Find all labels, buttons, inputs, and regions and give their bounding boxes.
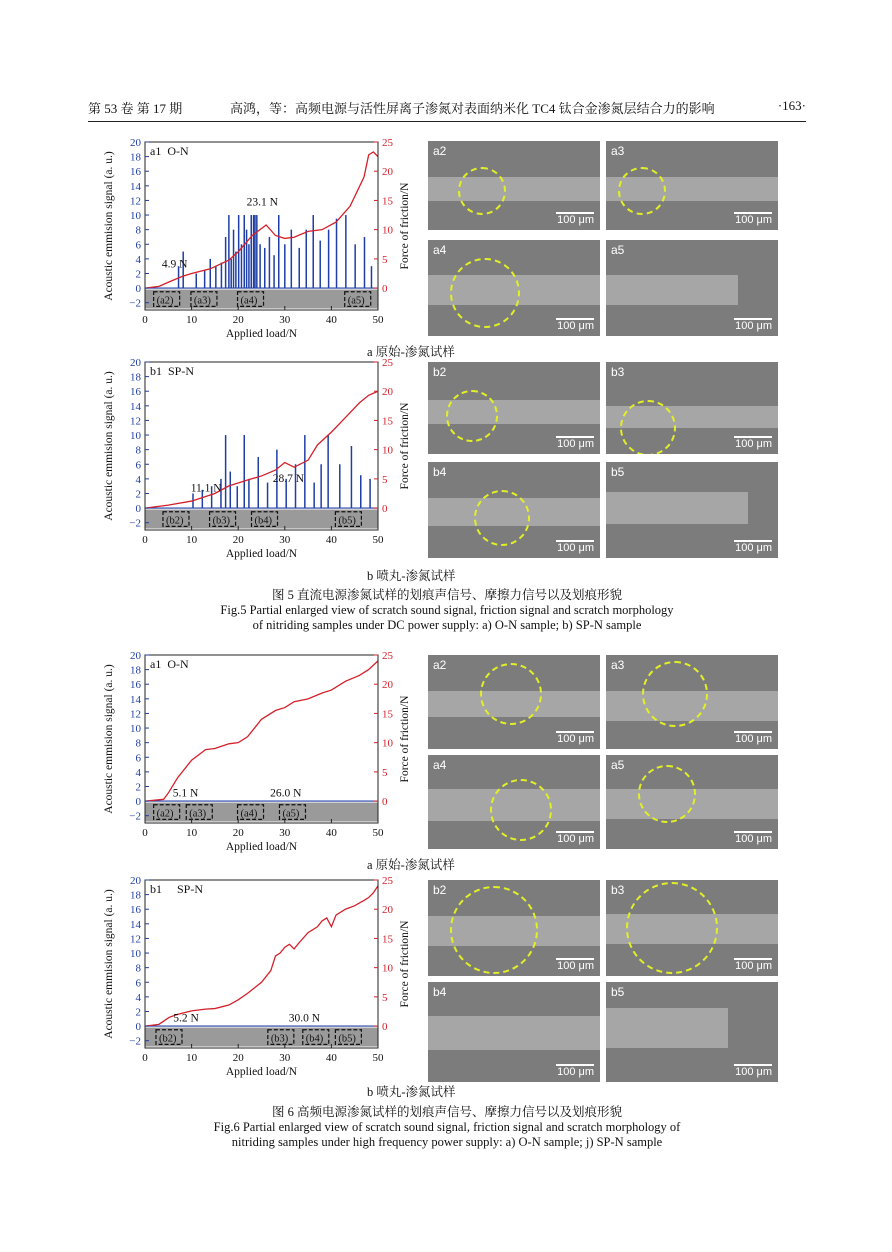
panel-label: a1 O-N — [150, 144, 189, 158]
y-left-tick-label: 4 — [135, 473, 141, 486]
y-right-tick-label: 5 — [382, 766, 388, 779]
strip-label: (a2) — [156, 295, 174, 307]
caption-zh: 图 6 高频电源渗氮试样的划痕声信号、摩擦力信号以及划痕形貌 — [271, 1105, 622, 1119]
y-left-tick-label: 18 — [130, 151, 141, 164]
sem-label: a3 — [611, 658, 625, 672]
critical-load-label: 5.2 N — [173, 1012, 199, 1025]
scale-label: 100 μm — [735, 438, 772, 450]
y-right-tick-label: 10 — [382, 224, 393, 237]
y-left-tick-label: 12 — [130, 415, 141, 428]
y-right-tick-label: 10 — [382, 737, 393, 750]
y-left-tick-label: 16 — [130, 679, 141, 692]
sem-image — [428, 880, 600, 976]
highlight-circle — [626, 882, 718, 974]
scale-label: 100 μm — [735, 833, 772, 845]
y-right-tick-label: 5 — [382, 473, 388, 486]
x-tick-label: 50 — [372, 827, 384, 839]
y-right-tick-label: 20 — [382, 166, 393, 179]
sem-image — [606, 141, 778, 230]
sem-image — [428, 655, 600, 749]
sem-image — [428, 362, 600, 454]
y-left-tick-label: −2 — [129, 517, 141, 530]
strip-label: (a5) — [282, 808, 300, 820]
scale-label: 100 μm — [557, 1066, 594, 1078]
plot-frame — [145, 142, 378, 310]
y-left-tick-label: 10 — [130, 723, 141, 736]
y-left-tick-label: 16 — [130, 166, 141, 179]
highlight-circle — [480, 663, 542, 725]
scale-label: 100 μm — [735, 542, 772, 554]
y-right-tick-label: 25 — [382, 357, 393, 369]
caption-zh: 图 5 直流电源渗氮试样的划痕声信号、摩擦力信号以及划痕形貌 — [271, 588, 622, 602]
scale-label: 100 μm — [735, 733, 772, 745]
y-left-axis-label: Acoustic emmision signal (a. u.) — [103, 664, 115, 814]
y-right-tick-label: 25 — [382, 137, 393, 149]
sem-image — [606, 462, 778, 558]
x-tick-label: 50 — [372, 314, 384, 326]
strip-label: (a4) — [240, 808, 258, 820]
sem-label: a5 — [611, 758, 625, 772]
y-left-tick-label: 14 — [130, 400, 141, 413]
highlight-circle — [490, 779, 552, 841]
figure-caption — [88, 588, 806, 633]
y-right-axis-label: Force of friction/N — [399, 920, 411, 1008]
x-tick-label: 40 — [325, 827, 337, 839]
highlight-circle — [474, 490, 530, 546]
sem-label: b3 — [611, 365, 625, 379]
caption-en: of nitriding samples under DC power supply: a) O-N sample; b) SP-N sample — [252, 618, 642, 632]
y-left-tick-label: 14 — [130, 918, 141, 931]
y-left-tick-label: −2 — [129, 810, 141, 823]
panel-label: a1 O-N — [150, 657, 189, 671]
sem-image — [428, 982, 600, 1082]
y-right-tick-label: 15 — [382, 415, 393, 428]
critical-load-label: 5.1 N — [172, 787, 199, 800]
x-tick-label: 40 — [325, 314, 337, 326]
friction-line — [145, 886, 378, 1026]
y-left-tick-label: 20 — [130, 650, 141, 662]
y-left-tick-label: 14 — [130, 180, 141, 193]
y-left-tick-label: 2 — [135, 488, 141, 501]
y-right-tick-label: 10 — [382, 962, 393, 975]
scratch-track — [606, 1008, 728, 1048]
y-left-axis-label: Acoustic emmision signal (a. u.) — [103, 371, 115, 521]
sem-label: b5 — [611, 465, 625, 479]
x-tick-label: 20 — [232, 1052, 244, 1064]
x-tick-label: 40 — [325, 1052, 337, 1064]
x-axis-label: Applied load/N — [225, 841, 298, 853]
chart-fig5-b1 — [100, 352, 430, 567]
strip-label: (a3) — [193, 295, 211, 307]
sem-label: b4 — [433, 985, 447, 999]
y-left-tick-label: 10 — [130, 948, 141, 961]
scale-label: 100 μm — [557, 438, 594, 450]
sem-label: a2 — [433, 144, 447, 158]
y-left-tick-label: 10 — [130, 430, 141, 443]
y-right-axis-label: Force of friction/N — [399, 182, 411, 270]
sem-image — [428, 462, 600, 558]
y-left-tick-label: 6 — [135, 459, 141, 472]
y-right-tick-label: 25 — [382, 650, 393, 662]
sem-label: a5 — [611, 243, 625, 257]
strip-label: (b4) — [254, 515, 273, 527]
scale-label: 100 μm — [557, 960, 594, 972]
strip-label: (b4) — [305, 1033, 324, 1045]
subcaption: b 喷丸-渗氮试样 — [367, 569, 456, 583]
scale-label: 100 μm — [735, 960, 772, 972]
strip-label: (b3) — [270, 1033, 289, 1045]
y-right-tick-label: 0 — [382, 503, 388, 516]
strip-label: (a4) — [240, 295, 258, 307]
y-left-axis-label: Acoustic emmision signal (a. u.) — [103, 151, 115, 301]
highlight-circle — [450, 886, 538, 974]
scale-label: 100 μm — [735, 214, 772, 226]
y-right-tick-label: 20 — [382, 904, 393, 917]
y-left-tick-label: 8 — [135, 737, 141, 750]
y-right-tick-label: 0 — [382, 1021, 388, 1034]
y-left-tick-label: 20 — [130, 357, 141, 369]
y-left-tick-label: 20 — [130, 137, 141, 149]
scratch-track — [606, 275, 738, 305]
y-left-tick-label: 4 — [135, 766, 141, 779]
sem-image — [428, 755, 600, 849]
critical-load-label: 26.0 N — [270, 787, 302, 800]
y-left-tick-label: 6 — [135, 977, 141, 990]
chart-fig6-a1 — [100, 645, 430, 860]
highlight-circle — [642, 661, 708, 727]
friction-line — [145, 661, 378, 801]
panel-label: b1 SP-N — [150, 364, 195, 378]
y-left-tick-label: −2 — [129, 297, 141, 310]
caption-en: nitriding samples under high frequency power supply: a) O-N sample; j) SP-N sample — [231, 1135, 663, 1149]
panel-label: b1 SP-N — [150, 882, 204, 896]
y-right-tick-label: 5 — [382, 991, 388, 1004]
y-left-tick-label: 4 — [135, 253, 141, 266]
strip-label: (a3) — [189, 808, 207, 820]
figure-caption — [88, 1105, 806, 1150]
scale-label: 100 μm — [735, 1066, 772, 1078]
y-left-tick-label: 2 — [135, 268, 141, 281]
x-axis-label: Applied load/N — [225, 328, 298, 340]
subcaption: b 喷丸-渗氮试样 — [367, 1085, 456, 1099]
y-left-tick-label: 10 — [130, 210, 141, 223]
subcaption: a 原始-渗氮试样 — [367, 858, 455, 872]
critical-load-label: 23.1 N — [246, 196, 278, 209]
scratch-track — [606, 492, 748, 524]
y-left-tick-label: 20 — [130, 875, 141, 887]
y-left-tick-label: 8 — [135, 962, 141, 975]
x-tick-label: 30 — [279, 314, 291, 326]
y-right-tick-label: 15 — [382, 933, 393, 946]
strip-label: (b5) — [338, 515, 356, 527]
strip-label: (b2) — [158, 1033, 177, 1045]
x-tick-label: 50 — [372, 1052, 384, 1064]
critical-load-label: 11.1 N — [190, 482, 222, 495]
y-left-tick-label: 8 — [135, 224, 141, 237]
strip-label: (b3) — [212, 515, 231, 527]
y-right-tick-label: 15 — [382, 195, 393, 208]
critical-load-label: 4.9 N — [161, 258, 188, 271]
x-tick-label: 40 — [325, 534, 337, 546]
x-tick-label: 0 — [142, 534, 148, 546]
y-right-tick-label: 15 — [382, 708, 393, 721]
sem-image — [428, 141, 600, 230]
x-tick-label: 0 — [142, 314, 148, 326]
sem-label: a4 — [433, 243, 447, 257]
y-left-tick-label: 6 — [135, 752, 141, 765]
sem-label: a2 — [433, 658, 447, 672]
critical-load-label: 30.0 N — [288, 1012, 321, 1025]
scratch-track — [428, 1016, 600, 1050]
scale-label: 100 μm — [557, 733, 594, 745]
x-tick-label: 0 — [142, 1052, 148, 1064]
scale-label: 100 μm — [557, 833, 594, 845]
plot-frame — [145, 362, 378, 530]
x-axis-label: Applied load/N — [225, 1066, 298, 1078]
x-tick-label: 10 — [186, 314, 198, 326]
strip-label: (a5) — [347, 295, 365, 307]
sem-label: b5 — [611, 985, 625, 999]
x-tick-label: 30 — [279, 534, 291, 546]
y-left-axis-label: Acoustic emmision signal (a. u.) — [103, 889, 115, 1039]
running-header — [88, 98, 806, 118]
y-left-tick-label: 0 — [135, 503, 141, 516]
y-left-tick-label: −2 — [129, 1035, 141, 1048]
x-tick-label: 50 — [372, 534, 384, 546]
y-left-tick-label: 6 — [135, 239, 141, 252]
highlight-circle — [446, 390, 498, 442]
y-left-tick-label: 0 — [135, 1021, 141, 1034]
y-right-tick-label: 25 — [382, 875, 393, 887]
sem-image — [606, 362, 778, 454]
y-left-tick-label: 12 — [130, 933, 141, 946]
y-left-tick-label: 16 — [130, 904, 141, 917]
chart-fig6-b1 — [100, 870, 430, 1085]
y-left-tick-label: 2 — [135, 781, 141, 794]
y-right-axis-label: Force of friction/N — [399, 402, 411, 490]
sem-label: a3 — [611, 144, 625, 158]
y-left-tick-label: 8 — [135, 444, 141, 457]
highlight-circle — [618, 167, 666, 215]
page-number: ·163· — [777, 98, 806, 113]
x-tick-label: 30 — [279, 827, 291, 839]
caption-en: Fig.6 Partial enlarged view of scratch sound signal, friction signal and scratch morphology of — [213, 1120, 681, 1134]
x-tick-label: 20 — [232, 827, 244, 839]
sem-image — [428, 240, 600, 336]
sem-label: b2 — [433, 883, 447, 897]
scratch-track — [428, 177, 600, 201]
sem-image — [606, 240, 778, 336]
sem-image — [606, 655, 778, 749]
sem-label: b2 — [433, 365, 447, 379]
x-tick-label: 0 — [142, 827, 148, 839]
x-axis-label: Applied load/N — [225, 548, 298, 560]
header-rule — [88, 121, 806, 122]
y-right-tick-label: 10 — [382, 444, 393, 457]
x-tick-label: 20 — [232, 534, 244, 546]
y-right-tick-label: 0 — [382, 796, 388, 809]
sem-label: b4 — [433, 465, 447, 479]
scale-label: 100 μm — [557, 214, 594, 226]
y-left-tick-label: 2 — [135, 1006, 141, 1019]
scale-label: 100 μm — [735, 320, 772, 332]
x-tick-label: 30 — [279, 1052, 291, 1064]
scale-label: 100 μm — [557, 320, 594, 332]
y-left-tick-label: 12 — [130, 708, 141, 721]
y-left-tick-label: 4 — [135, 991, 141, 1004]
sem-image — [606, 755, 778, 849]
y-left-tick-label: 0 — [135, 283, 141, 296]
running-title: 高鸿，等：高频电源与活性屏离子渗氮对表面纳米化 TC4 钛合金渗氮层结合力的影响 — [230, 101, 715, 116]
journal-volume: 第 53 卷 第 17 期 — [88, 101, 183, 116]
critical-load-label: 28.7 N — [272, 472, 305, 485]
chart-fig5-a1 — [100, 132, 430, 347]
x-tick-label: 10 — [186, 827, 198, 839]
y-left-tick-label: 16 — [130, 386, 141, 399]
subcaption: a 原始-渗氮试样 — [367, 345, 455, 359]
y-left-tick-label: 18 — [130, 664, 141, 677]
strip-label: (a2) — [156, 808, 174, 820]
highlight-circle — [638, 765, 696, 823]
sem-image — [606, 982, 778, 1082]
y-left-tick-label: 18 — [130, 889, 141, 902]
highlight-circle — [450, 258, 520, 328]
sem-label: a4 — [433, 758, 447, 772]
x-tick-label: 10 — [186, 534, 198, 546]
highlight-circle — [458, 167, 506, 215]
y-right-tick-label: 20 — [382, 386, 393, 399]
caption-en: Fig.5 Partial enlarged view of scratch sound signal, friction signal and scratch morphology — [220, 603, 674, 617]
sem-label: b3 — [611, 883, 625, 897]
y-right-axis-label: Force of friction/N — [399, 695, 411, 783]
strip-label: (b2) — [165, 515, 184, 527]
y-left-tick-label: 12 — [130, 195, 141, 208]
strip-label: (b5) — [338, 1033, 356, 1045]
x-tick-label: 20 — [232, 314, 244, 326]
scale-label: 100 μm — [557, 542, 594, 554]
x-tick-label: 10 — [186, 1052, 198, 1064]
y-left-tick-label: 14 — [130, 693, 141, 706]
y-right-tick-label: 5 — [382, 253, 388, 266]
y-left-tick-label: 0 — [135, 796, 141, 809]
sem-image — [606, 880, 778, 976]
highlight-circle — [620, 400, 676, 454]
friction-line — [145, 391, 378, 508]
y-left-tick-label: 18 — [130, 371, 141, 384]
y-right-tick-label: 0 — [382, 283, 388, 296]
y-right-tick-label: 20 — [382, 679, 393, 692]
